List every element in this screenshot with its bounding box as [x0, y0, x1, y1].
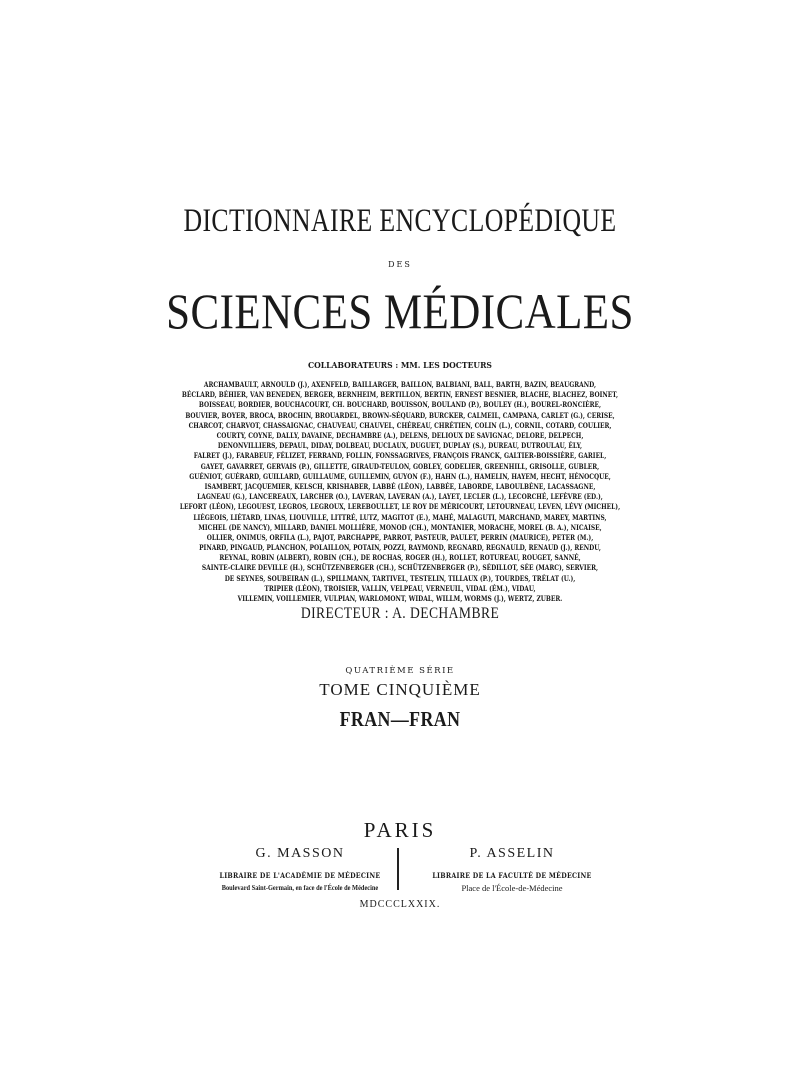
collaborators-line: BÉCLARD, BÉHIER, VAN BENEDEN, BERGER, BERNHEIM, BERTILLON, BERTIN, ERNEST BESNIER, BLACHE, BLACHEZ, BOINET,: [181, 390, 619, 400]
collaborators-line: LIÉGEOIS, LIÉTARD, LINAS, LIOUVILLE, LITTRÉ, LUTZ, MAGITOT (E.), MAHÉ, MALAGUTI, MARCHAND, MAREY, MARTINS,: [193, 512, 607, 522]
collaborators-line: REYNAL, ROBIN (ALBERT), ROBIN (CH.), DE ROCHAS, ROGER (H.), ROLLET, ROTUREAU, ROUGET, SANNÉ,: [219, 553, 581, 563]
title-line-2: SCIENCES MÉDICALES: [166, 283, 634, 339]
collaborators-line: OLLIER, ONIMUS, ORFILA (L.), PAJOT, PARCHAPPE, PARROT, PASTEUR, PAULET, PERRIN (MAURICE), PETER (M.),: [206, 532, 594, 542]
collaborators-line: ARCHAMBAULT, ARNOULD (J.), AXENFELD, BAILLARGER, BAILLON, BALBIANI, BALL, BARTH, BAZIN, BEAUGRAND,: [203, 380, 597, 389]
publication-year: MDCCCLXXIX.: [359, 899, 441, 910]
collaborators-line: LEFORT (LÉON), LEGOUEST, LEGROS, LEGROUX, LEREBOULLET, LE ROY DE MÉRICOURT, LETOURNEAU, LEVEN, LÉVY (MICHEL),: [179, 502, 621, 512]
publisher-right: [347, 846, 677, 893]
title-connector: DES: [388, 260, 412, 269]
collaborators-line: FALRET (J.), FARABEUF, FÉLIZET, FERRAND, FOLLIN, FONSSAGRIVES, FRANÇOIS FRANCK, GALTIER-BOISSIÈRE, GARIEL,: [193, 451, 607, 461]
collaborators-line: PINARD, PINGAUD, PLANCHON, POLAILLON, POTAIN, POZZI, RAYMOND, REGNARD, REGNAULD, RENAUD (J.), RENDU,: [199, 543, 601, 552]
publisher-right-role: LIBRAIRE DE LA FACULTÉ DE MÉDECINE: [432, 871, 592, 880]
collaborators-line: GUÉNIOT, GUÉRARD, GUILLARD, GUILLAUME, GUILLEMIN, GUYON (F.), HAHN (L.), HAMELIN, HAYEM, HECHT, HÉNOCQUE,: [189, 471, 611, 481]
director-line: DIRECTEUR : A. DECHAMBRE: [300, 605, 500, 622]
collaborators-line: BOUVIER, BOYER, BROCA, BROCHIN, BROUARDEL, BROWN-SÉQUARD, BURCKER, CALMEIL, CAMPANA, CARLET (G.), CERISE,: [185, 410, 615, 420]
collaborators-header: COLLABORATEURS : MM. LES DOCTEURS: [308, 361, 492, 371]
publisher-right-address: Place de l'École-de-Médecine: [461, 883, 563, 893]
publication-city: PARIS: [363, 818, 437, 842]
series-label: QUATRIÈME SÉRIE: [345, 666, 455, 676]
collaborators-line: TRIPIER (LÉON), TROISIER, VALLIN, VELPEAU, VERNEUIL, VIDAL (ÉM.), VIDAU,: [264, 583, 536, 593]
tome-label: TOME CINQUIÈME: [319, 680, 481, 699]
publisher-left-role: LIBRAIRE DE L'ACADÉMIE DE MÉDECINE: [219, 871, 381, 880]
collaborators-line: SAINTE-CLAIRE DEVILLE (H.), SCHÜTZENBERGER (CH.), SCHÜTZENBERGER (P.), SÉDILLOT, SÉE (MARC), SERVIER,: [201, 563, 599, 573]
collaborators-line: BOISSEAU, BORDIER, BOUCHACOURT, CH. BOUCHARD, BOUISSON, BOULAND (P.), BOULEY (H.), BOUREL-RONCIÈRE,: [198, 400, 602, 410]
collaborators-line: COURTY, COYNE, DALLY, DAVAINE, DECHAMBRE (A.), DELENS, DELIOUX DE SAVIGNAC, DELORE, DELPECH,: [216, 431, 584, 440]
collaborators-line: ISAMBERT, JACQUEMIER, KELSCH, KRISHABER, LABBÉ (LÉON), LABBÉE, LABORDE, LABOULBÈNE, LACASSAGNE,: [204, 481, 596, 491]
collaborators-line: LAGNEAU (G.), LANCEREAUX, LARCHER (O.), LAVERAN, LAVERAN (A.), LAYET, LECLER (L.), LECORCHÉ, LEFÈVRE (ED.),: [197, 492, 603, 502]
collaborators-line: DE SEYNES, SOUBEIRAN (L.), SPILLMANN, TARTIVEL, TESTELIN, TILLAUX (P.), TOURDES, TRÉLAT (U.),: [224, 573, 576, 583]
collaborators-line: CHARCOT, CHARVOT, CHASSAIGNAC, CHAUVEAU, CHAUVEL, CHÉREAU, CHRÉTIEN, COLIN (L.), CORNIL, COTARD, COULIER,: [188, 420, 612, 430]
publisher-left-address: Boulevard Saint-Germain, en face de l'École de Médecine: [221, 883, 379, 892]
collaborators-line: GAYET, GAVARRET, GERVAIS (P.), GILLETTE, GIRAUD-TEULON, GOBLEY, GODELIER, GREENHILL, GRISOLLE, GUBLER,: [200, 461, 600, 471]
publisher-right-name: P. ASSELIN: [469, 846, 555, 861]
collaborators-line: VILLEMIN, VOILLEMIER, VULPIAN, WARLOMONT, WIDAL, WILLM, WORMS (J.), WERTZ, ZUBER.: [237, 594, 563, 603]
collaborators-line: MICHEL (DE NANCY), MILLARD, DANIEL MOLLIÈRE, MONOD (CH.), MONTANIER, MORACHE, MOREL (B. A.), NICAISE,: [198, 522, 602, 532]
volume-range: FRAN—FRAN: [339, 707, 461, 731]
title-line-1: DICTIONNAIRE ENCYCLOPÉDIQUE: [183, 203, 617, 239]
collaborators-line: DENONVILLIERS, DEPAUL, DIDAY, DOLBEAU, DUCLAUX, DUGUET, DUPLAY (S.), DUREAU, DUTROULAU, ÉLY,: [217, 441, 583, 451]
publisher-left-name: G. MASSON: [255, 846, 345, 861]
